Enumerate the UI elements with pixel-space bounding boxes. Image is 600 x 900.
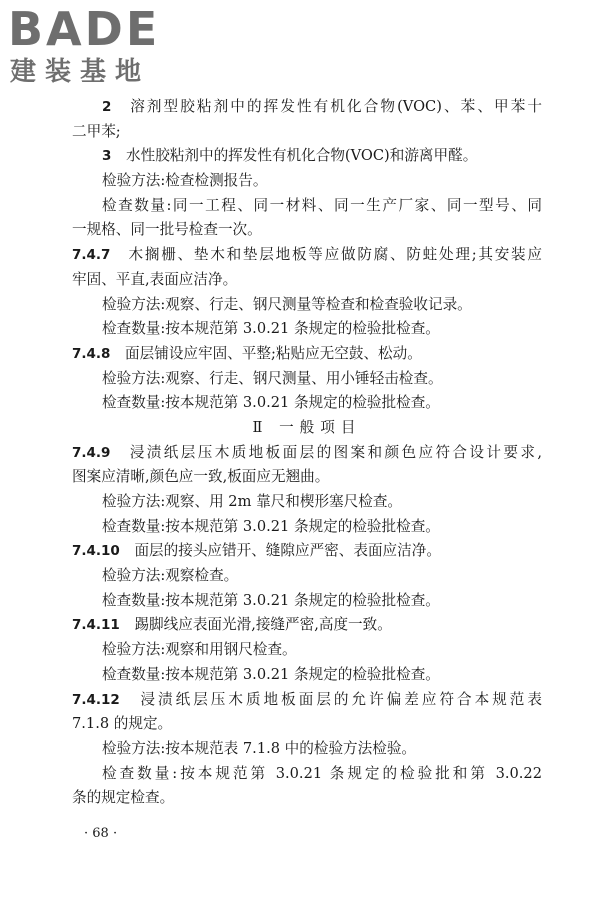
line-text: 踢脚线应表面光滑,接缝严密,高度一致。 [134, 616, 392, 634]
line-text: 水性胶粘剂中的挥发性有机化合物(VOC)和游离甲醛。 [126, 147, 478, 165]
text-line [72, 367, 542, 392]
document-body [72, 95, 542, 811]
clause-number: 7.4.12 [72, 691, 120, 708]
text-line [72, 144, 542, 169]
line-text: 图案应清晰,颜色应一致,板面应无翘曲。 [72, 468, 330, 486]
line-text: 浸渍纸层压木质地板面层的图案和颜色应符合设计要求, [129, 443, 542, 461]
text-line [72, 268, 542, 293]
clause-number: 7.4.9 [72, 444, 111, 461]
line-text: 检查数量:同一工程、同一材料、同一生产厂家、同一型号、同 [102, 196, 542, 214]
line-text: 检验方法:观察、行走、钢尺测量、用小锤轻击检查。 [102, 369, 443, 387]
page-number: · 68 · [84, 826, 118, 841]
logo-subtitle: 建装基地 [10, 57, 151, 87]
clause-number: 7.4.10 [72, 543, 120, 560]
text-line [72, 243, 542, 268]
clause-number: 2 [102, 99, 112, 115]
line-text: 面层铺设应牢固、平整;粘贴应无空鼓、松动。 [125, 344, 422, 362]
text-line [72, 638, 542, 663]
text-line [72, 317, 542, 342]
line-text: 溶剂型胶粘剂中的挥发性有机化合物(VOC)、苯、甲苯十 [130, 98, 542, 115]
line-text: 检验方法:观察、用 2m 靠尺和楔形塞尺检查。 [102, 493, 403, 510]
line-text: 检验方法:观察检查。 [102, 567, 239, 585]
text-line [72, 663, 542, 688]
text-line [72, 95, 542, 120]
text-line [72, 218, 542, 243]
text-line [72, 120, 542, 145]
text-line [72, 613, 542, 638]
line-text: 检查数量:按本规范第 3.0.21 条规定的检验批和第 3.0.22 [102, 764, 542, 782]
line-text: 二甲苯; [72, 122, 121, 140]
line-text: 检查数量:按本规范第 3.0.21 条规定的检验批检查。 [102, 591, 440, 609]
clause-number: 7.4.11 [72, 617, 120, 634]
text-line [72, 786, 542, 811]
line-text: 7.1.8 的规定。 [72, 715, 173, 733]
text-line [72, 391, 542, 416]
text-line [72, 490, 542, 515]
clause-number: 7.4.7 [72, 247, 111, 264]
bade-logo [8, 4, 188, 90]
line-text: 检查数量:按本规范第 3.0.21 条规定的检验批检查。 [102, 320, 440, 338]
line-text: 面层的接头应错开、缝隙应严密、表面应洁净。 [134, 542, 441, 560]
text-line [72, 539, 542, 564]
line-text: 检验方法:检查检测报告。 [102, 172, 268, 190]
text-line [72, 564, 542, 589]
text-line [72, 737, 542, 762]
line-text: 浸渍纸层压木质地板面层的允许偏差应符合本规范表 [140, 690, 542, 708]
line-text: 木搁栅、垫木和垫层地板等应做防腐、防蛀处理;其安装应 [128, 246, 542, 264]
section-heading [72, 416, 542, 441]
text-line [72, 293, 542, 318]
line-text: 牢固、平直,表面应洁净。 [72, 270, 238, 288]
text-line [72, 342, 542, 367]
text-line [72, 515, 542, 540]
line-text: 检查数量:按本规范第 3.0.21 条规定的检验批检查。 [102, 665, 440, 683]
text-line [72, 194, 542, 219]
logo-wordmark: BADE [8, 2, 161, 56]
text-line [72, 712, 542, 737]
clause-number: 7.4.8 [72, 345, 111, 362]
text-line [72, 688, 542, 713]
line-text: 检查数量:按本规范第 3.0.21 条规定的检验批检查。 [102, 517, 440, 535]
clause-number: 3 [102, 148, 112, 165]
line-text: 检验方法:观察和用钢尺检查。 [102, 641, 297, 659]
text-line [72, 465, 542, 490]
text-line [72, 589, 542, 614]
text-line [72, 441, 542, 466]
line-text: 一规格、同一批号检查一次。 [72, 221, 262, 239]
line-text: 条的规定检查。 [72, 789, 175, 807]
line-text: 检验方法:观察、行走、钢尺测量等检查和检查验收记录。 [102, 295, 472, 313]
text-line [72, 762, 542, 787]
line-text: Ⅱ 一般项目 [252, 418, 362, 436]
line-text: 检验方法:按本规范表 7.1.8 中的检验方法检验。 [102, 739, 417, 757]
line-text: 检查数量:按本规范第 3.0.21 条规定的检验批检查。 [102, 394, 440, 412]
text-line [72, 169, 542, 194]
